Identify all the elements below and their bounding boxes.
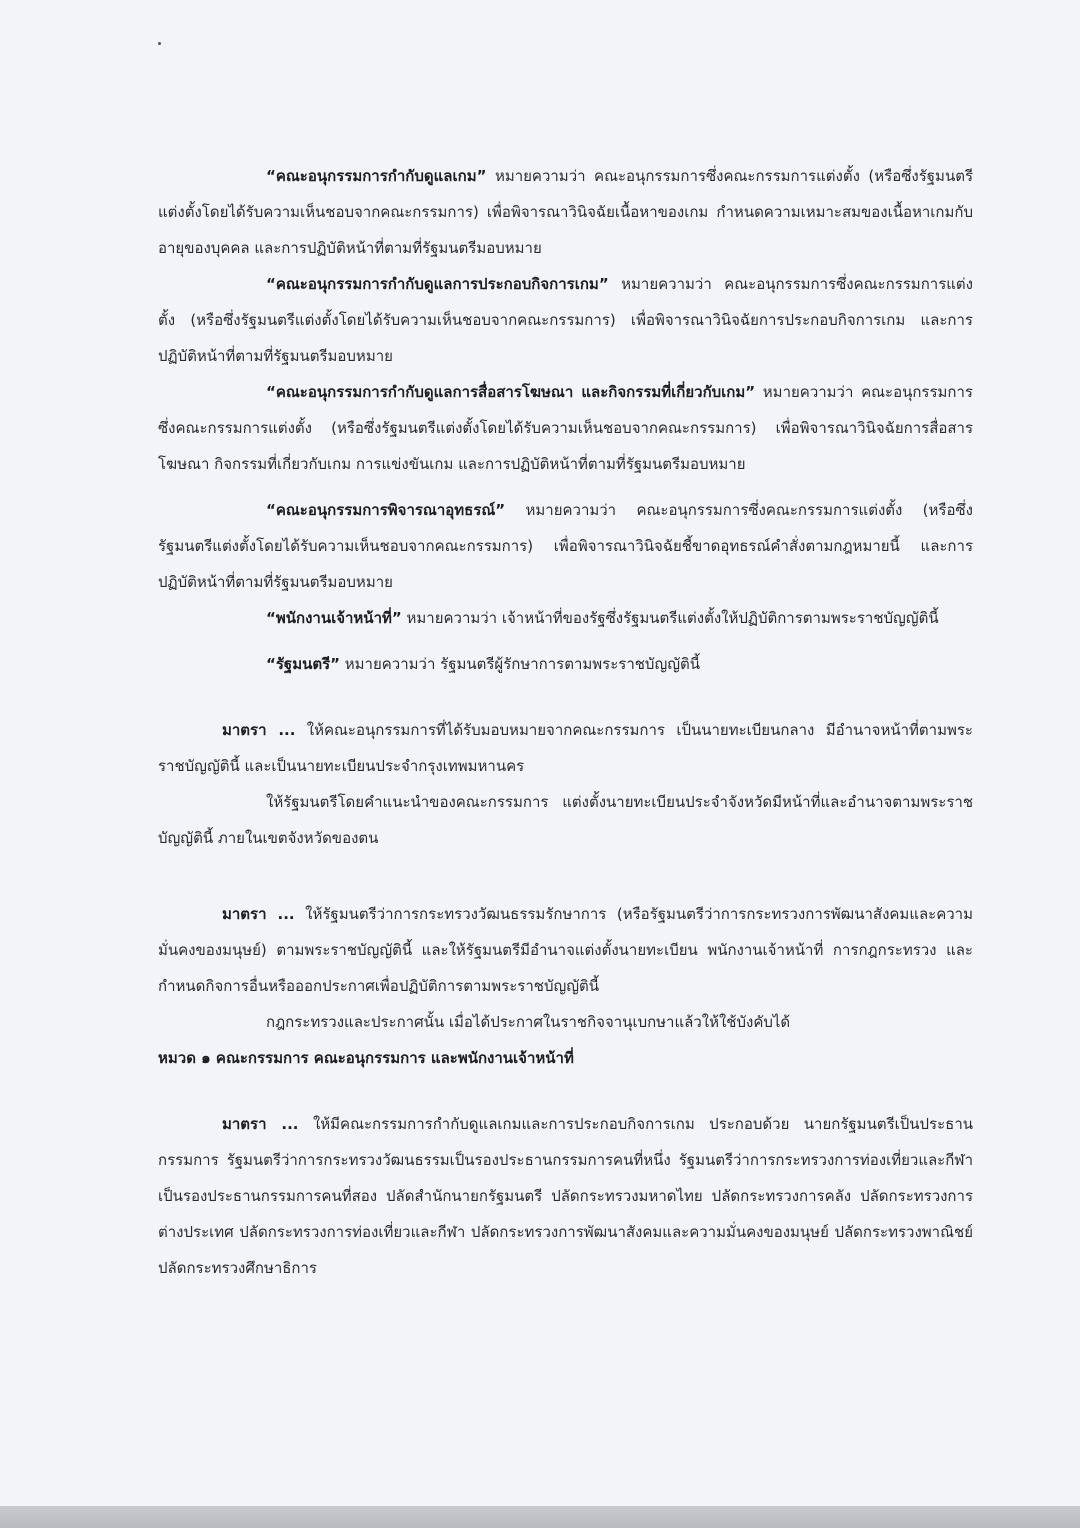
definition-term: “รัฐมนตรี”	[266, 655, 340, 673]
definition-advertising-subcommittee	[158, 374, 973, 482]
definition-term: “คณะอนุกรรมการกำกับดูแลการสื่อสารโฆษณา และกิจกรรมที่เกี่ยวกับเกม”	[266, 383, 756, 401]
section-label: มาตรา ...	[222, 721, 296, 739]
document-body	[158, 158, 973, 1286]
definition-text: หมายความว่า คณะอนุกรรมการซึ่งคณะกรรมการแต่งตั้ง (หรือซึ่งรัฐมนตรีแต่งตั้งโดยได้รับความเห็นชอบจากคณะกรรมการ) เพื่อพิจารณาวินิจฉัยการสื่อสารโฆษณา กิจกรรมที่เกี่ยวกับเกม การแข่งขันเกม และการปฏิบัติหน้าที่ตามที่รัฐมนตรีมอบหมาย	[158, 383, 973, 473]
definition-text: หมายความว่า คณะอนุกรรมการซึ่งคณะกรรมการแต่งตั้ง (หรือซึ่งรัฐมนตรีแต่งตั้งโดยได้รับความเห็นชอบจากคณะกรรมการ) เพื่อพิจารณาวินิจฉัยการประกอบกิจการเกม และการปฏิบัติหน้าที่ตามที่รัฐมนตรีมอบหมาย	[158, 275, 973, 365]
definition-minister	[158, 646, 973, 682]
definition-text: หมายความว่า เจ้าหน้าที่ของรัฐซึ่งรัฐมนตรีแต่งตั้งให้ปฏิบัติการตามพระราชบัญญัตินี้	[401, 609, 939, 627]
definition-text: หมายความว่า คณะอนุกรรมการซึ่งคณะกรรมการแต่งตั้ง (หรือซึ่งรัฐมนตรีแต่งตั้งโดยได้รับความเห็นชอบจากคณะกรรมการ) เพื่อพิจารณาวินิจฉัยชี้ขาดอุทธรณ์คำสั่งตามกฎหมายนี้ และการปฏิบัติหน้าที่ตามที่รัฐมนตรีมอบหมาย	[158, 501, 973, 591]
section-registrar-continuation: ให้รัฐมนตรีโดยคำแนะนำของคณะกรรมการ แต่งตั้งนายทะเบียนประจำจังหวัดมีหน้าที่และอำนาจตามพระราชบัญญัตินี้ ภายในเขตจังหวัดของตน	[158, 793, 973, 847]
chapter-heading: หมวด ๑ คณะกรรมการ คณะอนุกรรมการ และพนักงานเจ้าหน้าที่	[158, 1049, 574, 1067]
section-minister-in-charge	[158, 896, 973, 1004]
scan-bottom-edge	[0, 1506, 1080, 1528]
definition-term: “พนักงานเจ้าหน้าที่”	[266, 609, 402, 627]
definition-game-subcommittee	[158, 158, 973, 266]
definition-competent-official	[158, 600, 973, 636]
scan-speck	[158, 42, 161, 45]
definition-text: หมายความว่า คณะอนุกรรมการซึ่งคณะกรรมการแต่งตั้ง (หรือซึ่งรัฐมนตรีแต่งตั้งโดยได้รับความเห็นชอบจากคณะกรรมการ) เพื่อพิจารณาวินิจฉัยเนื้อหาของเกม กำหนดความเหมาะสมของเนื้อหาเกมกับอายุของบุคคล และการปฏิบัติหน้าที่ตามที่รัฐมนตรีมอบหมาย	[158, 167, 973, 257]
section-minister-continuation: กฎกระทรวงและประกาศนั้น เมื่อได้ประกาศในราชกิจจานุเบกษาแล้วให้ใช้บังคับได้	[266, 1013, 791, 1031]
section-text: ให้มีคณะกรรมการกำกับดูแลเกมและการประกอบกิจการเกม ประกอบด้วย นายกรัฐมนตรีเป็นประธานกรรมการ รัฐมนตรีว่าการกระทรวงวัฒนธรรมเป็นรองประธานกรรมการคนที่หนึ่ง รัฐมนตรีว่าการกระทรวงการท่องเที่ยวและกีฬาเป็นรองประธานกรรมการคนที่สอง ปลัดสำนักนายกรัฐมนตรี ปลัดกระทรวงมหาดไทย ปลัดกระทรวงการคลัง ปลัดกระทรวงการต่างประเทศ ปลัดกระทรวงการท่องเที่ยวและกีฬา ปลัดกระทรวงการพัฒนาสังคมและความมั่นคงของมนุษย์ ปลัดกระทรวงพาณิชย์ ปลัดกระทรวงศึกษาธิการ	[158, 1115, 973, 1277]
section-text: ให้รัฐมนตรีว่าการกระทรวงวัฒนธรรมรักษาการ (หรือรัฐมนตรีว่าการกระทรวงการพัฒนาสังคมและความมั่นคงของมนุษย์) ตามพระราชบัญญัตินี้ และให้รัฐมนตรีมีอำนาจแต่งตั้งนายทะเบียน พนักงานเจ้าหน้าที่ การกฎกระทรวง และกำหนดกิจการอื่นหรือออกประกาศเพื่อปฏิบัติการตามพระราชบัญญัตินี้	[158, 905, 973, 995]
definition-appeal-subcommittee	[158, 492, 973, 600]
section-label: มาตรา ...	[222, 1115, 299, 1133]
definition-text: หมายความว่า รัฐมนตรีผู้รักษาการตามพระราชบัญญัตินี้	[340, 655, 700, 673]
definition-game-business-subcommittee	[158, 266, 973, 374]
section-registrar	[158, 712, 973, 784]
section-committee	[158, 1106, 973, 1286]
definition-term: “คณะอนุกรรมการกำกับดูแลเกม”	[266, 167, 487, 185]
section-text: ให้คณะอนุกรรมการที่ได้รับมอบหมายจากคณะกรรมการ เป็นนายทะเบียนกลาง มีอำนาจหน้าที่ตามพระราชบัญญัตินี้ และเป็นนายทะเบียนประจำกรุงเทพมหานคร	[158, 721, 973, 775]
definition-term: “คณะอนุกรรมการพิจารณาอุทธรณ์”	[266, 501, 506, 519]
definition-term: “คณะอนุกรรมการกำกับดูแลการประกอบกิจการเกม”	[266, 275, 609, 293]
section-label: มาตรา ...	[222, 905, 295, 923]
